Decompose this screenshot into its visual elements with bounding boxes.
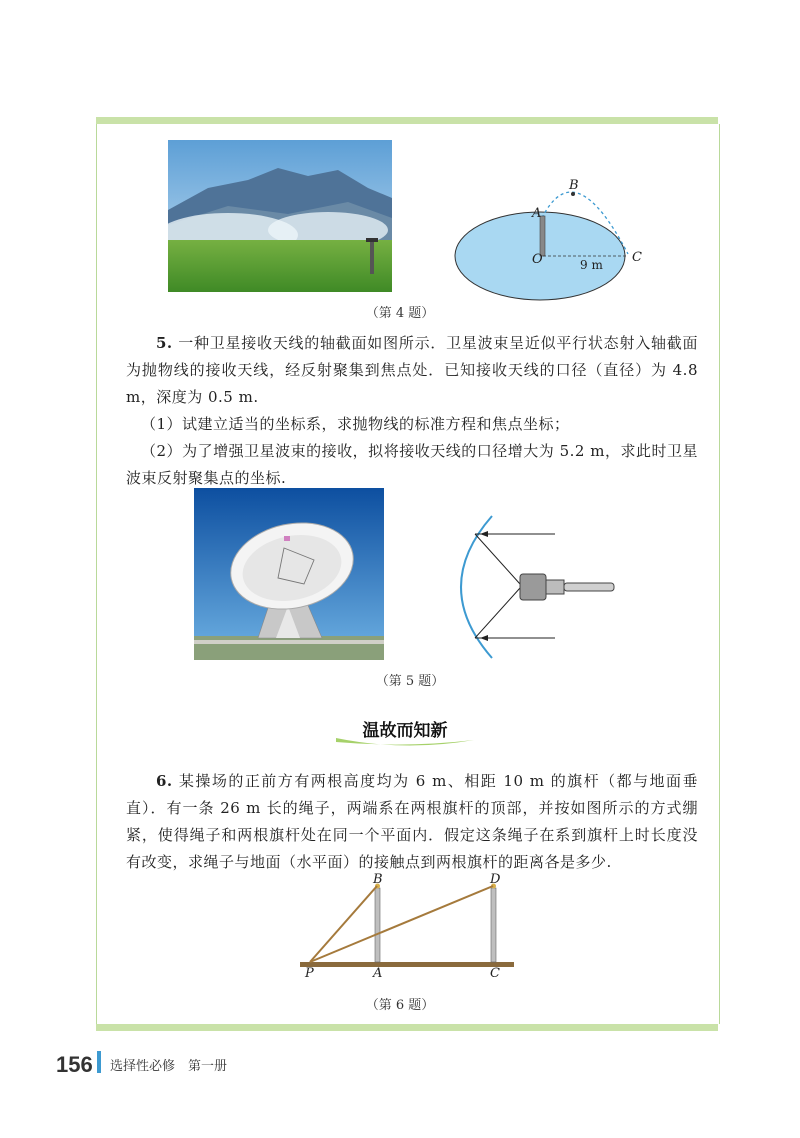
fig4-label-C: C	[632, 250, 642, 265]
figure-4-diagram	[450, 172, 650, 307]
flagpole-AB	[375, 888, 380, 962]
problem-6-number: 6.	[156, 772, 173, 790]
problem-5-part-2: （2）为了增强卫星波束的接收，拟将接收天线的口径增大为 5.2 m，求此时卫星波束反射聚集点的坐标.	[126, 442, 698, 487]
rope-PD	[310, 886, 493, 962]
fig6-label-D: D	[490, 872, 501, 887]
problem-5-text	[126, 330, 698, 411]
problem-5-number: 5.	[156, 334, 173, 352]
footer-accent-bar	[97, 1051, 101, 1073]
figure-6-diagram	[296, 870, 516, 980]
rope-PB	[310, 886, 377, 962]
fig6-label-A: A	[373, 966, 383, 981]
caption-problem-4: （第 4 题）	[365, 306, 435, 321]
page-number: 156	[56, 1052, 93, 1077]
satellite-dish-photo	[194, 488, 384, 660]
fig4-label-O: O	[532, 252, 543, 267]
book-title: 选择性必修 第一册	[110, 1059, 228, 1074]
problem-6-statement: 某操场的正前方有两根高度均为 6 m、相距 10 m 的旗杆（都与地面垂直）．有一条 26 m 长的绳子，两端系在两根旗杆的顶部，并按如图所示的方式绷紧，使得绳子和两根旗杆处在同一个平面内．假定这条绳子在系到旗杆上时长度没有改变，求绳子与地面（水平面）的接触点到两根旗杆的距离各是多少.	[126, 772, 698, 871]
fig4-label-dist: 9 m	[580, 258, 603, 272]
problem-5-statement: 一种卫星接收天线的轴截面如图所示．卫星波束呈近似平行状态射入轴截面为抛物线的接收天线，经反射聚集到焦点处．已知接收天线的口径（直径）为 4.8 m，深度为 0.5 m.	[126, 334, 698, 406]
fig4-label-B: B	[569, 178, 579, 193]
sprinkler-photo	[168, 140, 392, 292]
section-title: 温故而知新	[362, 721, 448, 741]
caption-problem-5: （第 5 题）	[375, 674, 445, 689]
bottom-green-band	[96, 1024, 718, 1031]
fig4-label-A: A	[532, 206, 542, 221]
figure-5-diagram	[440, 512, 620, 662]
top-green-band	[96, 117, 718, 124]
problem-5-part-1: （1）试建立适当的坐标系，求抛物线的标准方程和焦点坐标；	[141, 415, 570, 433]
flagpole-CD	[491, 888, 496, 962]
caption-problem-6: （第 6 题）	[365, 998, 435, 1013]
section-heading	[330, 712, 480, 752]
feed-horn	[520, 574, 546, 600]
ground	[300, 962, 514, 967]
fig6-label-B: B	[373, 872, 383, 887]
fig6-label-C: C	[490, 966, 500, 981]
sprinkler-pole	[540, 216, 545, 256]
fig6-label-P: P	[305, 966, 314, 981]
problem-6-text	[126, 768, 698, 876]
